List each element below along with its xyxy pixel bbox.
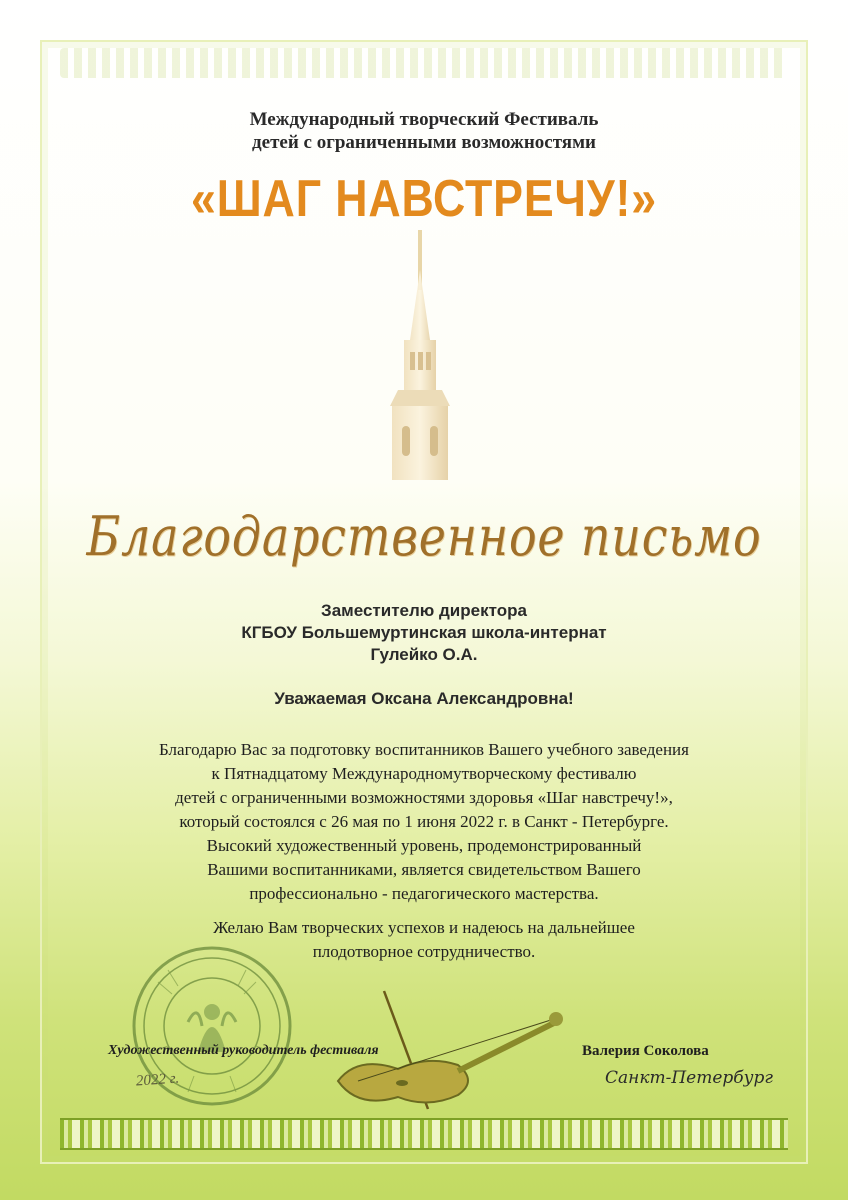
recipient-block (0, 600, 848, 666)
festival-line-1: Международный творческий Фестиваль (249, 109, 599, 130)
body-line: Благодарю Вас за подготовку воспитанников Вашего учебного заведения (159, 740, 689, 759)
letter-title: Благодарственное письмо (86, 505, 762, 568)
top-ornament (60, 48, 788, 78)
greeting: Уважаемая Оксана Александровна! (274, 689, 574, 708)
wish-line-2: плодотворное сотрудничество. (312, 942, 536, 961)
festival-title: «ШАГ НАВСТРЕЧУ!» (191, 170, 657, 228)
recipient-organization: КГБОУ Большемуртинская школа-интернат (241, 623, 607, 642)
signature-city: Санкт-Петербург (605, 1068, 774, 1088)
bottom-ornament (60, 1118, 788, 1150)
signature-year: 2022 г. (135, 1070, 180, 1090)
cathedral-spire-icon (360, 230, 480, 480)
body-line: к Пятнадцатому Международномутворческому фестивалю (211, 764, 637, 783)
body-line: детей с ограниченными возможностями здоровья «Шаг навстречу!», (175, 788, 673, 807)
recipient-name: Гулейко О.А. (370, 645, 478, 664)
letter-body (60, 738, 788, 906)
festival-heading (0, 108, 848, 154)
body-line: Вашими воспитанниками, является свидетельством Вашего (207, 860, 641, 879)
signatory-role: Художественный руководитель фестиваля (108, 1043, 379, 1058)
body-line: который состоялся с 26 мая по 1 июня 2022 г. в Санкт - Петербурге. (179, 812, 669, 831)
festival-line-2: детей с ограниченными возможностями (252, 132, 596, 153)
recipient-position: Заместителю директора (321, 601, 527, 620)
body-line: Высокий художественный уровень, продемонстрированный (206, 836, 642, 855)
signatory-name: Валерия Соколова (582, 1043, 709, 1059)
wish-line-1: Желаю Вам творческих успехов и надеюсь на дальнейшее (213, 918, 635, 937)
body-line: профессионально - педагогического мастерства. (249, 884, 599, 903)
